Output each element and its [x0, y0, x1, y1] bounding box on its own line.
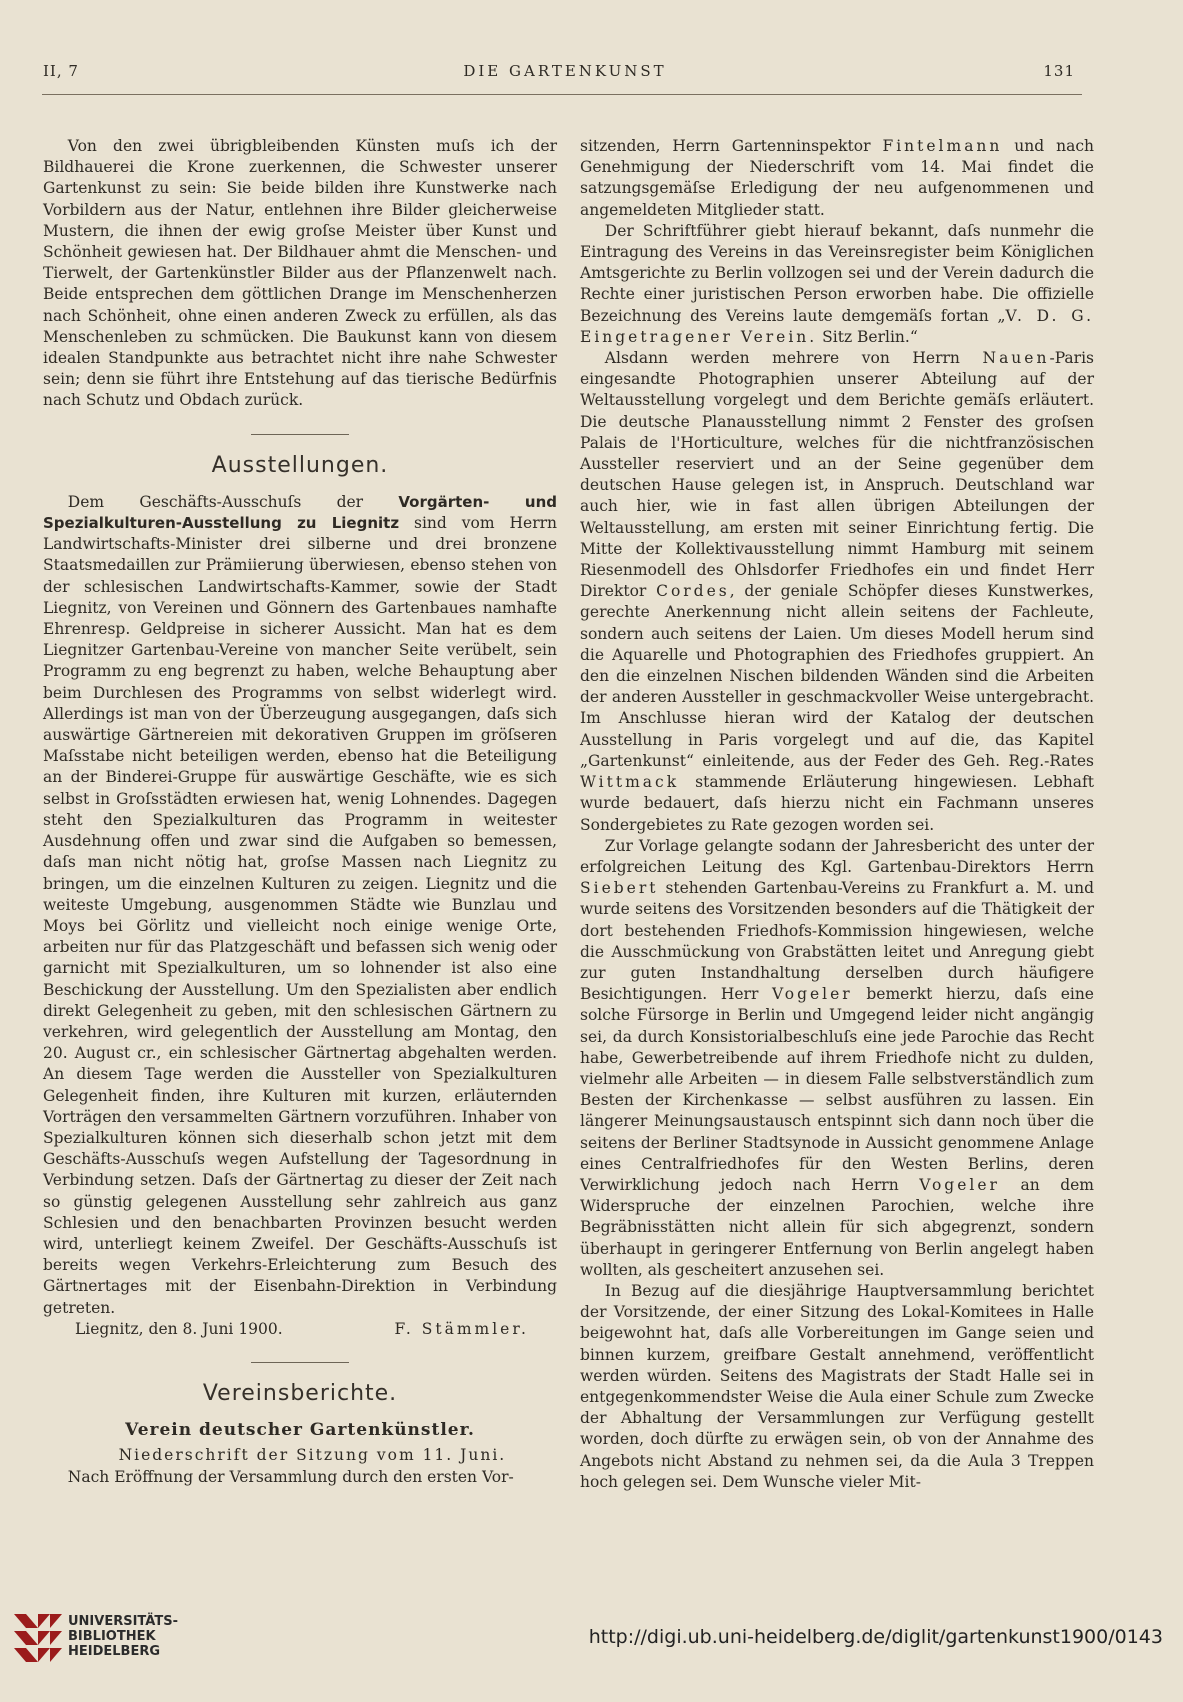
paragraph-photographs	[580, 348, 1094, 836]
person-name: Cordes	[656, 582, 730, 601]
library-name	[68, 1614, 178, 1659]
ausstellungen-paragraph	[43, 492, 557, 1319]
paragraph-text: sind vom Herrn Landwirtschafts-Minister drei silberne und drei bronzene Staatsmedaillen zur Prämiierung überwiesen, ebenso stehen von der schlesischen Landwirtschafts-Kammer, sowie der Stadt Liegnitz, von Vereinen und Gönnern des Gartenbaues namhafte Ehrenresp. Geldpreise in sicherer Aussicht. Man hat es dem Liegnitzer Gartenbau-Vereine von mancher Seite verübelt, sein Programm zu eng begrenzt zu haben, welche Behauptung aber beim Durchlesen des Programms von selbst widerlegt wird. Allerdings ist man von der Überzeugung ausgegangen, daſs sich auswärtige Gärtnereien mit dekorativen Gruppen im gröſseren Maſsstabe nicht beteiligen werden, ebenso hat die Beteiligung an der Binderei-Gruppe für auswärtige Geschäfte, wie es sich selbst in Groſsstädten erwiesen hat, wenig Lohnendes. Dagegen steht den Spezialkulturen das Programm in weitester Ausdehnung offen und zwar sind die Aufgaben so bemessen, daſs man nicht nötig hat, groſse Massen nach Liegnitz zu bringen, um die einzelnen Kulturen zu zeigen. Liegnitz und die weiteste Umgebung, ausgenommen Städte wie Bunzlau und Moys bei Görlitz und vielleicht noch einige wenige Orte, arbeiten nur für das Platzgeschäft und befassen sich wenig oder garnicht mit Spezialkulturen, um so lohnender ist also eine Beschickung der Ausstellung. Um den Spezialisten aber endlich direkt Gelegenheit zu geben, mit den schlesischen Gärtnern zu verkehren, wird gelegentlich der Ausstellung am Montag, den 20. August cr., ein schlesischer Gärtnertag abgehalten werden. An diesem Tage werden die Aussteller von Spezialkulturen Gelegenheit finden, ihre Kulturen mit kurzen, erläuternden Vorträgen den versammelten Gärtnern vorzuführen. Inhaber von Spezialkulturen können sich dieserhalb schon jetzt mit dem Geschäfts-Ausschuſs wegen Aufstellung der Tagesordnung in Verbindung setzen. Daſs der Gärtnertag zu dieser der Zeit nach so günstig gelegenen Ausstellung sehr zahlreich aus ganz Schlesien und den benachbarten Provinzen besucht werden wird, unterliegt keinem Zweifel. Der Geschäfts-Ausschuſs ist bereits wegen Verkehrs-Erleichterung zum Besuch des Gärtnertages mit der Eisenbahn-Direktion in Verbindung getreten.	[43, 514, 557, 1317]
paragraph-text: bemerkt hierzu, daſs eine solche Fürsorge in Berlin und Umgegend leider nicht angängig sei, da durch Konsistorialbeschluſs eine jede Parochie das Recht habe, Gewerbetreibende auf ihrem Friedhofe nicht zu dulden, vielmehr alle Arbeiten — in diesem Falle selbstverständlich zum Besten der Kirchenkasse — selbst ausführen zu lassen. Ein längerer Meinungsaustausch entspinnt sich dann noch über die seitens der Berliner Stadtsynode in Aussicht genommene Anlage eines Centralfriedhofes für den Westen Berlins, deren Verwirklichung jedoch nach Herrn	[580, 985, 1094, 1194]
section-divider	[251, 1362, 349, 1363]
section-divider	[251, 434, 349, 435]
header-volume: II, 7	[43, 62, 79, 80]
left-column	[43, 136, 557, 1488]
person-name: Nauen	[982, 349, 1050, 368]
header-rule	[42, 94, 1082, 95]
paragraph-continued	[580, 136, 1094, 221]
library-name-line: BIBLIOTHEK	[68, 1629, 156, 1644]
paragraph-annual-report	[580, 836, 1094, 1281]
paragraph-text: Sitz Berlin.“	[817, 327, 918, 346]
paragraph-text: an dem Widerspruche der einzelnen Parochien, welche ihre Begräbnisstätten nicht allein für sich abgegrenzt, sondern überhaupt in geringerer Entfernung von Berlin angelegt haben wollten, als gescheitert anzusehen sei.	[580, 1175, 1095, 1279]
signature-name: F. Stämmler.	[394, 1319, 529, 1338]
association-title: Verein deutscher Gartenkünstler.	[125, 1420, 475, 1441]
paragraph-text: Dem Geschäfts-Ausschuſs der	[67, 492, 399, 511]
person-name: Fintelmann	[882, 137, 1003, 155]
library-name-line: UNIVERSITÄTS-	[68, 1614, 178, 1629]
paragraph-text: Zur Vorlage gelangte sodann der Jahresbericht des unter der erfolgreichen Leitung des Kgl. Gartenbau-Direktors Herrn	[580, 836, 1094, 876]
paragraph-text: , der geniale Schöpfer dieses Kunstwerkes, gerechte Anerkennung nicht allein seitens der Fachleute, sondern auch seitens der Laien. Um dieses Modell herum sind die Aquarelle und Photographien des Friedhofes gruppiert. An den die einzelnen Nischen bildenden Wänden sind die Arbeiten der anderen Aussteller in geschmackvoller Weise untergebracht. Im Anschlusse hieran wird der Katalog der deutschen Ausstellung in Paris vorgelegt und auf die, das Kapitel „Gartenkunst“ einleitende, aus der Feder des Geh. Reg.-Rates	[580, 582, 1094, 770]
exhibition-name: Vorgärten- und Spezialkulturen-Ausstellung zu Liegnitz	[43, 492, 557, 533]
vereinsberichte-paragraph: Nach Eröffnung der Versammlung durch den ersten Vor-	[67, 1467, 514, 1486]
library-logo-icon	[14, 1614, 62, 1662]
paragraph-text: Der Schriftführer giebt hierauf bekannt, daſs nunmehr die Eintragung des Vereins in das Vereinsregister beim Königlichen Amtsgerichte zu Berlin vollzogen sei und der Verein dadurch die Rechte einer juristischen Person erworben habe. Die offizielle Bezeichnung des Vereins laute demgemäſs fortan „	[580, 221, 1094, 325]
paragraph-text: Alsdann werden mehrere von Herrn	[604, 349, 983, 368]
signature-place-date: Liegnitz, den 8. Juni 1900.	[75, 1319, 283, 1338]
intro-paragraph: Von den zwei übrigbleibenden Künsten muſs ich der Bildhauerei die Krone zuerkennen, die Schwester unserer Gartenkunst zu sein: Sie beide bilden ihre Kunstwerke nach Vorbildern aus der Natur, entlehnen ihre Bilder gleicherweise Mustern, die ihnen der ewig groſse Meister über Kunst und Schönheit gewiesen hat. Der Bildhauer ahmt die Menschen- und Tierwelt, der Gartenkünstler Bilder aus der Pflanzenwelt nach. Beide entsprechen dem göttlichen Drange im Menschenherzen nach Schönheit, ohne einen anderen Zweck zu erfüllen, als das Menschenleben zu schmücken. Die Baukunst kann von diesem idealen Standpunkte aus betrachtet nicht ihre nahe Schwester sein; denn sie führt ihre Entstehung auf das tierische Bedürfnis nach Schutz und Obdach zurück.	[43, 137, 557, 410]
association-name: V. D. G. Eingetragener Verein.	[580, 306, 1094, 346]
footer-bar	[0, 1596, 1183, 1702]
paragraph-text: sitzenden, Herrn Gartenninspektor	[580, 137, 883, 155]
library-name-line: HEIDELBERG	[68, 1644, 161, 1659]
paragraph-general-assembly: In Bezug auf die diesjährige Hauptversammlung berichtet der Vorsitzende, der einer Sitzung des Lokal-Komitees in Halle beigewohnt hat, daſs alle Vorbereitungen im Gange seien und binnen kurzem, greifbare Gestalt annehmend, veröffentlicht werden würden. Seitens des Magistrats der Stadt Halle sei in entgegenkommendster Weise die Aula einer Schule zum Zwecke der Abhaltung der Versammlungen zur Verfügung gestellt worden, doch dürfte zu erwägen sein, ob von der Annahme des Angebots nicht Abstand zu nehmen sei, da die Aula 3 Treppen hoch gelegen sei. Dem Wunsche vieler Mit-	[580, 1281, 1094, 1491]
paragraph-text: stammende Erläuterung hingewiesen. Lebhaft wurde bedauert, daſs hierzu nicht ein Fachmann unseres Sondergebietes zu Rate gezogen worden sei.	[580, 773, 1094, 834]
right-column	[580, 136, 1094, 1493]
person-name: Wittmack	[580, 773, 680, 792]
section-title-vereinsberichte: Vereinsberichte.	[202, 1380, 398, 1406]
paragraph-text: und nach Genehmigung der Niederschrift vom 14. Mai findet die satzungsgemäſse Erledigung der neu aufgenommenen und angemeldeten Mitglieder statt.	[580, 137, 1094, 219]
paragraph-registration	[580, 221, 1094, 348]
person-name: Vogeler	[919, 1175, 1000, 1194]
signature-line	[43, 1319, 557, 1340]
header-journal-title: DIE GARTENKUNST	[463, 62, 667, 80]
paragraph-text: stehenden Gartenbau-Vereins zu Frankfurt a. M. und wurde seitens des Vorsitzenden besonders auf die Thätigkeit der dort bestehenden Friedhofs-Kommission hingewiesen, welche die Ausschmückung von Grabstätten leitet und Anregung giebt zur guten Instandhaltung derselben durch häufigere Besichtigungen. Herr	[580, 879, 1094, 1004]
paragraph-text: -Paris eingesandte Photographien unserer Abteilung auf der Weltausstellung vorgelegt und dem Berichte gemäſs erläutert. Die deutsche Planausstellung nimmt 2 Fenster des groſsen Palais de l'Horticulture, welches für die nichtfranzösischen Aussteller reserviert und an der Seine gegenüber dem deutschen Hause gelegen ist, in Anspruch. Deutschland war auch hier, wie in fast allen übrigen Abteilungen der Weltausstellung, am ersten mit seiner Einrichtung fertig. Die Mitte der Kollektivausstellung nimmt Hamburg mit seinem Riesenmodell des Ohlsdorfer Friedhofes ein und findet Herr Direktor	[580, 349, 1094, 601]
source-url-link[interactable]: http://digi.ub.uni-heidelberg.de/diglit/gartenkunst1900/0143	[588, 1626, 1163, 1648]
section-title-ausstellungen: Ausstellungen.	[211, 452, 389, 478]
person-name: Siebert	[580, 879, 659, 898]
person-name: Vogeler	[771, 985, 853, 1004]
header-page-number: 131	[1043, 62, 1075, 80]
minutes-title: Niederschrift der Sitzung vom 11. Juni.	[118, 1446, 507, 1465]
